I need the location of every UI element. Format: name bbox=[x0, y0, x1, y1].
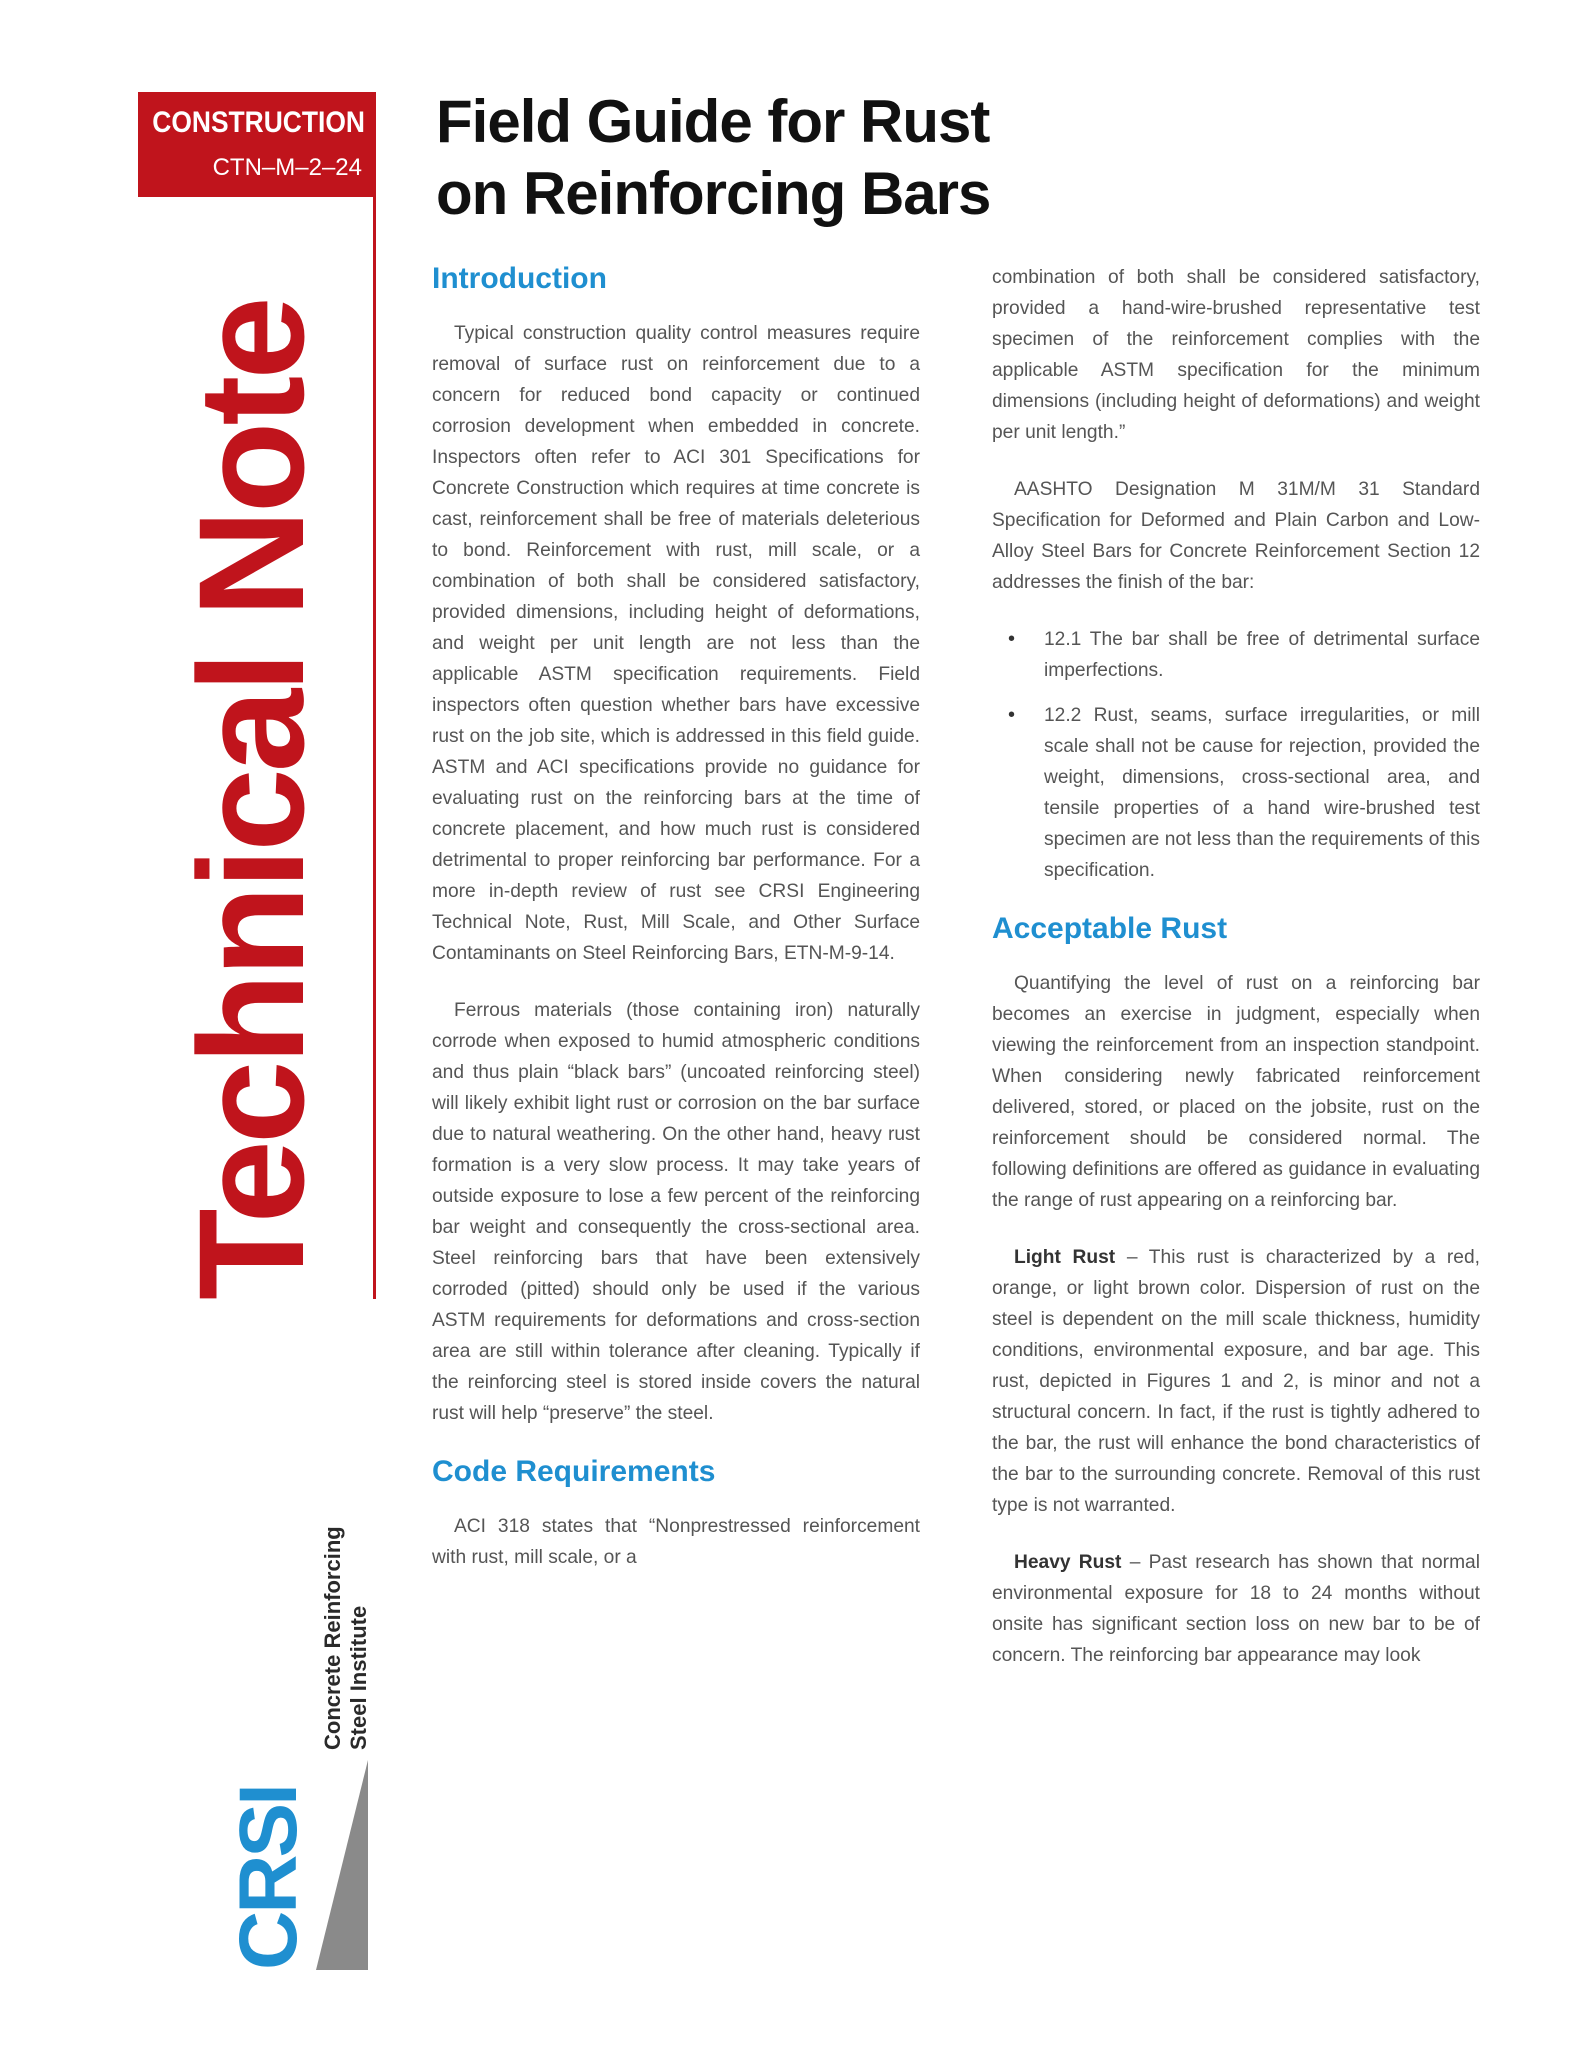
introduction-paragraph-2: Ferrous materials (those containing iron) naturally corrode when exposed to humid atmospheric conditions and thus plain “black bars” (uncoated reinforcing steel) will likely exhibit light rust or corrosion on the bar surface due to natural weathering. On the other hand, heavy rust formation is a very slow process. It may take years of outside exposure to lose a few percent of the reinforcing bar weight and consequently the cross-sectional area. Steel reinforcing bars that have been extensively corroded (pitted) should only be used if the various ASTM requirements for deformations and cross-section area are still within tolerance after cleaning. Typically if the reinforcing steel is stored inside covers the natural rust will help “preserve” the steel. bbox=[432, 1000, 920, 1424]
heavy-rust-paragraph bbox=[992, 1547, 1480, 1671]
crsi-subtitle-line2: Steel Institute bbox=[346, 1605, 371, 1750]
light-rust-text: – This rust is characterized by a red, orange, or light brown color. Dispersion of rust on the steel is dependent on the mill scale thickness, humidity conditions, environmental exposure, and bar age. This rust, depicted in Figures 1 and 2, is minor and not a structural concern. In fact, if the rust is tightly adhered to the bar, the rust will enhance the bond characteristics of the bar to the surrounding concrete. Removal of this rust type is not warranted. bbox=[992, 1247, 1480, 1516]
code-requirements-paragraph: ACI 318 states that “Nonprestressed reinforcement with rust, mill scale, or a bbox=[432, 1516, 920, 1568]
title-line-2: on Reinforcing Bars bbox=[436, 160, 991, 227]
list-item bbox=[992, 624, 1480, 686]
construction-badge bbox=[138, 92, 376, 197]
document-title bbox=[436, 86, 1076, 230]
aashto-bullet-list bbox=[992, 624, 1480, 886]
crsi-subtitle-line1: Concrete Reinforcing bbox=[320, 1526, 345, 1750]
acceptable-rust-paragraph: Quantifying the level of rust on a reinforcing bar becomes an exercise in judgment, especially when viewing the reinforcement from an inspection standpoint. When considering newly fabricated reinforcement delivered, stored, or placed on the jobsite, rust on the reinforcement should be considered normal. The following definitions are offered as guidance in evaluating the range of rust appearing on a reinforcing bar. bbox=[992, 973, 1480, 1211]
crsi-logo-subtitle bbox=[320, 1526, 372, 1750]
left-column bbox=[432, 262, 920, 1599]
sidebar-divider bbox=[373, 197, 376, 1299]
right-column bbox=[992, 262, 1480, 1697]
heavy-rust-text: – Past research has shown that normal environmental exposure for 18 to 24 months without onsite has significant section loss on new bar to be of concern. The reinforcing bar appearance may look bbox=[992, 1552, 1480, 1666]
crsi-logo-triangle bbox=[316, 1760, 368, 1970]
acceptable-rust-heading: Acceptable Rust bbox=[992, 912, 1228, 945]
introduction-heading: Introduction bbox=[432, 262, 607, 295]
technical-note-vertical-title: Technical Note bbox=[167, 300, 335, 1300]
crsi-logo bbox=[223, 1430, 371, 1970]
list-item-text: 12.2 Rust, seams, surface irregularities, or mill scale shall not be cause for rejection, provided the weight, dimensions, cross-sectional area, and tensile properties of a hand wire-brushed test specimen are not less than the requirements of this specification. bbox=[1044, 705, 1480, 881]
title-line-1: Field Guide for Rust bbox=[436, 88, 990, 155]
introduction-paragraph-1: Typical construction quality control measures require removal of surface rust on reinforcement due to a concern for reduced bond capacity or continued corrosion development when embedded in concrete. Inspectors often refer to ACI 301 Specifications for Concrete Construction which requires at time concrete is cast, reinforcement shall be free of materials deleterious to bond. Reinforcement with rust, mill scale, or a combination of both shall be considered satisfactory, provided dimensions, including height of deformations, and weight per unit length are not less than the applicable ASTM specification requirements. Field inspectors often question whether bars have excessive rust on the job site, which is addressed in this field guide. ASTM and ACI specifications provide no guidance for evaluating rust on the reinforcing bars at the time of concrete placement, and how much rust is considered detrimental to proper reinforcing bar performance. For a more in-depth review of rust see CRSI Engineering Technical Note, Rust, Mill Scale, and Other Surface Contaminants on Steel Reinforcing Bars, ETN-M-9-14. bbox=[432, 323, 920, 964]
light-rust-paragraph bbox=[992, 1242, 1480, 1521]
bullet-icon: • bbox=[1008, 628, 1016, 650]
aashto-paragraph: AASHTO Designation M 31M/M 31 Standard Specification for Deformed and Plain Carbon and Low-Alloy Steel Bars for Concrete Reinforcement Section 12 addresses the finish of the bar: bbox=[992, 479, 1480, 593]
light-rust-label: Light Rust bbox=[1014, 1247, 1116, 1268]
code-requirements-continued: combination of both shall be considered satisfactory, provided a hand-wire-brushed representative test specimen of the reinforcement complies with the applicable ASTM specification for the minimum dimensions (including height of deformations) and weight per unit length.” bbox=[992, 267, 1480, 443]
document-code: CTN–M–2–24 bbox=[212, 154, 362, 181]
bullet-icon: • bbox=[1008, 704, 1016, 726]
crsi-logo-text: CRSI bbox=[223, 1786, 314, 1970]
list-item-text: 12.1 The bar shall be free of detrimental surface imperfections. bbox=[1044, 629, 1480, 681]
badge-label: CONSTRUCTION bbox=[152, 106, 365, 139]
heavy-rust-label: Heavy Rust bbox=[1014, 1552, 1122, 1573]
code-requirements-heading: Code Requirements bbox=[432, 1455, 716, 1488]
list-item bbox=[992, 700, 1480, 886]
